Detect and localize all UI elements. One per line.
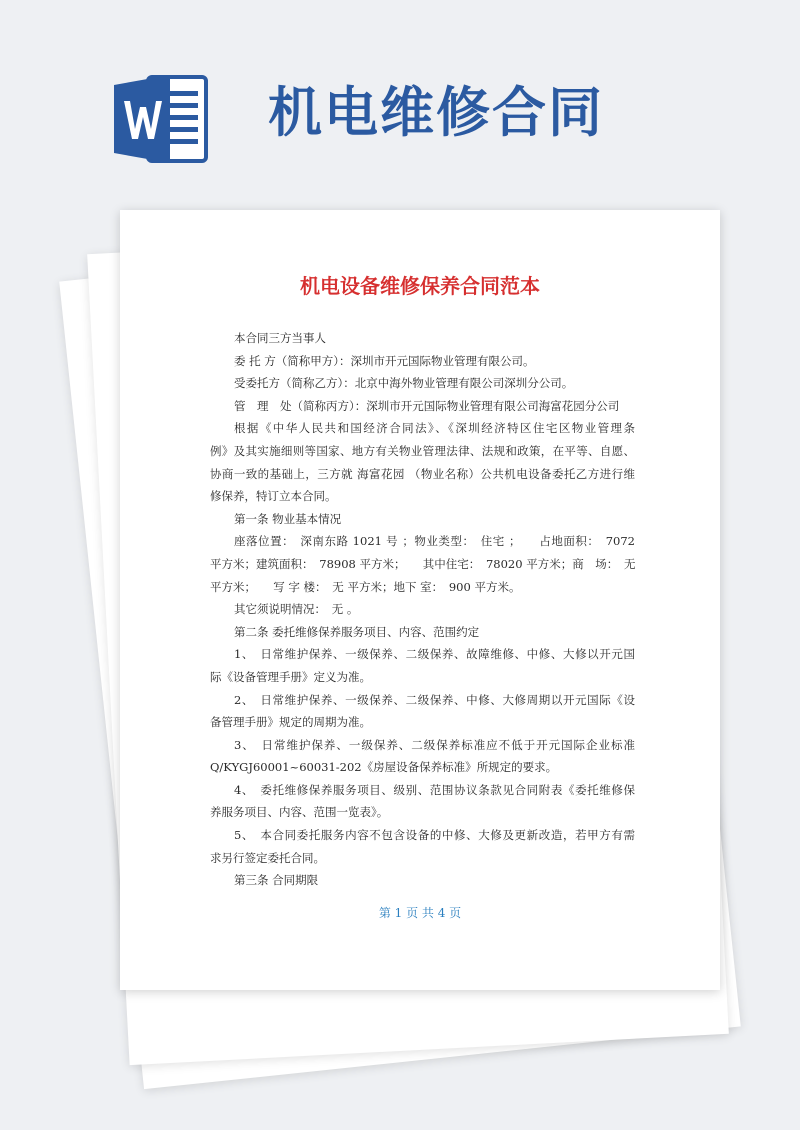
document-page [120,210,720,990]
text-line: 例》及其实施细则等国家、地方有关物业管理法律、法规和政策，在平等、自愿、 [210,443,635,458]
page-number: 第 1 页 共 4 页 [378,906,462,920]
text-line: 受委托方（简称乙方）：北京中海外物业管理有限公司深圳分公司。 [234,376,574,391]
text-line: 修保养，特订立本合同。 [210,489,337,504]
page-title: 机电设备维修保养合同范本 [300,274,540,298]
doc-title: 机电维修合同 [268,81,604,144]
word-document-icon [110,67,214,171]
text-line: 1、 日常维护保养、一级保养、二级保养、故障维修、中修、大修以开元国 [234,647,635,662]
text-line: 求另行签定委托合同。 [210,850,325,865]
text-line: 委 托 方（简称甲方）：深圳市开元国际物业管理有限公司。 [234,353,535,368]
header [0,0,800,200]
document-body [210,327,635,892]
text-line: 平方米； 写 字 楼： 无 平方米；地下 室： 900 平方米。 [210,579,521,594]
text-line: 管 理 处（简称丙方）：深圳市开元国际物业管理有限公司海富花园分公司 [234,398,620,413]
text-line: 本合同三方当事人 [234,331,326,345]
text-line: 平方米；建筑面积： 78908 平方米； 其中住宅： 78020 平方米；商 场： 无 [210,556,635,571]
text-line: 养服务项目、内容、范围一览表》。 [210,805,389,820]
text-line: 2、 日常维护保养、一级保养、二级保养、中修、大修周期以开元国际《设 [234,692,635,707]
text-line: 5、 本合同委托服务内容不包含设备的中修、大修及更新改造，若甲方有需 [234,828,635,843]
text-line: 座落位置： 深南东路 1021 号 ；物业类型： 住宅 ； 占地面积： 7072 [234,534,635,549]
text-line: 其它须说明情况： 无 。 [234,602,359,617]
text-line: 际《设备管理手册》定义为准。 [210,669,371,684]
section-heading: 第二条 委托维修保养服务项目、内容、范围约定 [234,624,480,639]
section-heading: 第一条 物业基本情况 [234,511,342,526]
text-line: 根据《中华人民共和国经济合同法》、《深圳经济特区住宅区物业管理条 [234,421,635,436]
text-line: Q/KYGJ60001~60031-202《房屋设备保养标准》所规定的要求。 [210,760,558,775]
section-heading: 第三条 合同期限 [234,873,319,888]
text-line: 协商一致的基础上，三方就 海富花园 （物业名称）公共机电设备委托乙方进行维 [210,466,635,481]
text-line: 备管理手册》规定的周期为准。 [210,715,371,730]
text-line: 4、 委托维修保养服务项目、级别、范围协议条款见合同附表《委托维修保 [234,782,635,797]
text-line: 3、 日常维护保养、一级保养、二级保养标准应不低于开元国际企业标准 [234,737,635,752]
